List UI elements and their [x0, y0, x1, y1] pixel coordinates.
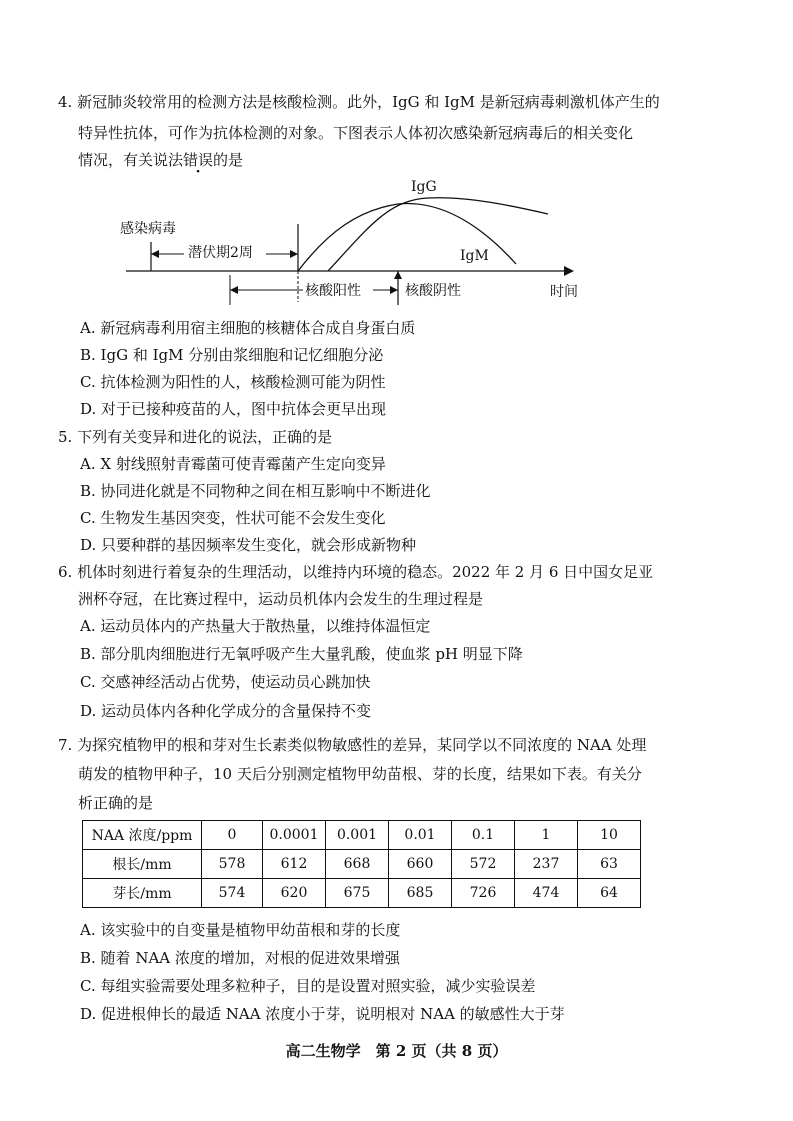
table-cell: 1 [515, 821, 578, 850]
q4-option-b: B. IgG 和 IgM 分别由浆细胞和记忆细胞分泌 [80, 346, 384, 364]
table-cell: 0.0001 [263, 821, 326, 850]
naa-results-table [82, 820, 641, 908]
table-cell: 63 [578, 850, 641, 879]
table-cell: 474 [515, 879, 578, 908]
table-row-root-length [83, 850, 641, 879]
table-cell: 芽长/mm [83, 879, 202, 908]
table-cell: 64 [578, 879, 641, 908]
q6-option-b: B. 部分肌肉细胞进行无氧呼吸产生大量乳酸，使血浆 pH 明显下降 [80, 645, 523, 663]
positive-arrow-left-head [230, 286, 238, 294]
q7-stem-line-3: 析正确的是 [78, 794, 154, 812]
q6-option-a: A. 运动员体内的产热量大于散热量，以维持体温恒定 [80, 617, 431, 635]
q6-stem-line-1: 6. 机体时刻进行着复杂的生理活动，以维持内环境的稳态。2022 年 2 月 6 日中国女足亚 [58, 563, 654, 581]
negative-arrow-head [394, 271, 402, 279]
page-footer: 高二生物学 第 2 页（共 8 页） [285, 1042, 508, 1060]
table-cell: 574 [202, 879, 263, 908]
table-cell: 0.01 [389, 821, 452, 850]
table-cell: 675 [326, 879, 389, 908]
q5-option-c: C. 生物发生基因突变，性状可能不会发生变化 [80, 509, 386, 527]
table-cell: 685 [389, 879, 452, 908]
nucleic-positive-label: 核酸阳性 [305, 283, 361, 299]
nucleic-negative-label: 核酸阴性 [405, 283, 461, 299]
q7-option-a: A. 该实验中的自变量是植物甲幼苗根和芽的长度 [80, 921, 401, 939]
q5-option-a: A. X 射线照射青霉菌可使青霉菌产生定向变异 [80, 455, 386, 473]
q6-option-d: D. 运动员体内各种化学成分的含量保持不变 [80, 702, 372, 720]
q6-stem-line-2: 洲杯夺冠，在比赛过程中，运动员机体内会发生的生理过程是 [78, 590, 484, 608]
q7-option-d: D. 促进根伸长的最适 NAA 浓度小于芽，说明根对 NAA 的敏感性大于芽 [80, 1005, 565, 1023]
q4-stem-line-3 [78, 150, 243, 170]
q4-stem-line-2: 特异性抗体，可作为抗体检测的对象。下图表示人体初次感染新冠病毒后的相关变化 [78, 124, 634, 142]
q7-option-b: B. 随着 NAA 浓度的增加，对根的促进效果增强 [80, 949, 400, 967]
table-cell: 668 [326, 850, 389, 879]
incubation-arrow-right-head [290, 250, 298, 258]
table-cell: 572 [452, 850, 515, 879]
q4-option-a: A. 新冠病毒利用宿主细胞的核糖体合成自身蛋白质 [80, 319, 416, 337]
igg-label: IgG [411, 179, 437, 195]
table-cell: 660 [389, 850, 452, 879]
table-cell: 237 [515, 850, 578, 879]
positive-arrow-right-head [390, 286, 398, 294]
igm-label: IgM [460, 248, 489, 264]
q4-stem-line-3-post: 的是 [213, 151, 244, 169]
table-cell: 620 [263, 879, 326, 908]
q4-option-d: D. 对于已接种疫苗的人，图中抗体会更早出现 [80, 400, 387, 418]
table-cell: NAA 浓度/ppm [83, 821, 202, 850]
q4-option-c: C. 抗体检测为阳性的人，核酸检测可能为阴性 [80, 373, 386, 391]
q4-emphasis-word: 错误 [183, 151, 214, 169]
q4-stem-line-3-pre: 情况，有关说法 [78, 151, 184, 169]
table-cell: 0.1 [452, 821, 515, 850]
table-cell: 10 [578, 821, 641, 850]
q4-stem-line-1: 4. 新冠肺炎较常用的检测方法是核酸检测。此外，IgG 和 IgM 是新冠病毒刺激机体产生的 [58, 93, 660, 111]
incubation-label: 潜伏期2周 [188, 245, 253, 261]
q7-option-c: C. 每组实验需要处理多粒种子，目的是设置对照实验，减少实验误差 [80, 977, 536, 995]
table-row-bud-length [83, 879, 641, 908]
table-cell: 726 [452, 879, 515, 908]
q5-option-b: B. 协同进化就是不同物种之间在相互影响中不断进化 [80, 482, 431, 500]
infection-label: 感染病毒 [120, 221, 176, 237]
table-row-concentration [83, 821, 641, 850]
table-cell: 根长/mm [83, 850, 202, 879]
x-axis-label: 时间 [550, 284, 578, 300]
q7-stem-line-2: 萌发的植物甲种子，10 天后分别测定植物甲幼苗根、芽的长度，结果如下表。有关分 [78, 765, 642, 783]
time-axis-arrowhead [564, 266, 574, 276]
antibody-chart [118, 172, 588, 308]
table-cell: 578 [202, 850, 263, 879]
q7-stem-line-1: 7. 为探究植物甲的根和芽对生长素类似物敏感性的差异，某同学以不同浓度的 NAA 处理 [58, 736, 647, 754]
q5-stem: 5. 下列有关变异和进化的说法，正确的是 [58, 428, 333, 446]
table-cell: 0.001 [326, 821, 389, 850]
q6-option-c: C. 交感神经活动占优势，使运动员心跳加快 [80, 673, 371, 691]
table-cell: 0 [202, 821, 263, 850]
q5-option-d: D. 只要种群的基因频率发生变化，就会形成新物种 [80, 536, 417, 554]
table-cell: 612 [263, 850, 326, 879]
incubation-arrow-left-head [151, 250, 159, 258]
